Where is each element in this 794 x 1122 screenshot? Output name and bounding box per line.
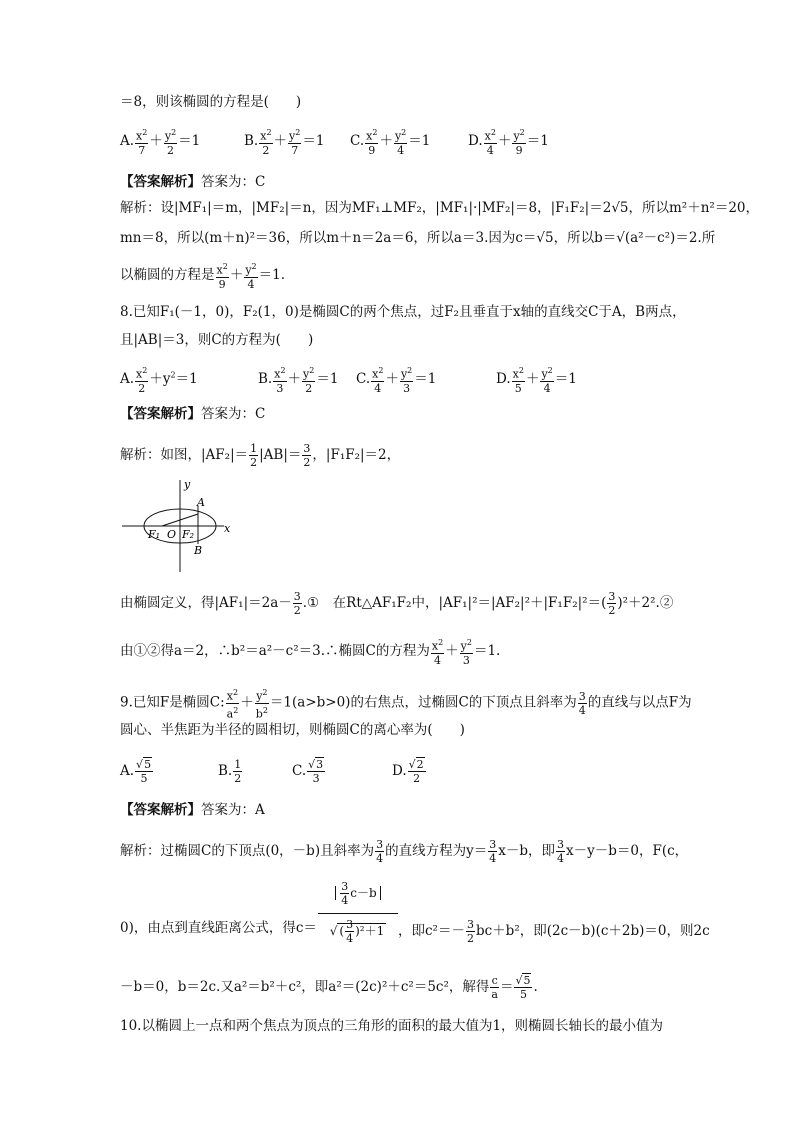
q8-answer: 【答案解析】答案为：C	[120, 406, 266, 422]
q8-option-c: C. $\frac{x^2}{4}$ ＋ $\frac{y^2}{3}$ ＝1	[356, 366, 437, 395]
answer-label: 【答案解析】	[120, 174, 201, 190]
q9-analysis-line2-cont: ，即c²＝－ $\frac{3}{2}$ bc＋b²，即(2c－b)(c＋2b)＝0，则2c	[398, 918, 710, 945]
q9-answer: 【答案解析】答案为：A	[120, 802, 265, 818]
label-o: O	[167, 528, 177, 541]
q9-option-b: B. $\frac{1}{2}$	[218, 758, 242, 785]
label-y: y	[184, 478, 191, 491]
q8-option-a: A. $\frac{x^2}{2}$ $+y^2=1$	[120, 366, 198, 395]
q8-stem-line2: 且|AB|＝3，则C的方程为( )	[120, 332, 314, 348]
distance-formula: $\frac{3}{4}$ c－b √ ( $\frac{3}{4}$ )²＋1	[318, 878, 398, 945]
label-f2: F₂	[182, 528, 195, 541]
q8-stem-line1: 8.已知F₁(－1，0)，F₂(1，0)是椭圆C的两个焦点，过F₂且垂直于x轴的直线交C于A，B两点，	[120, 304, 686, 320]
label-f1: F₁	[148, 528, 161, 541]
q8-option-b: B. $\frac{x^2}{3}$ ＋ $\frac{y^2}{2}$ ＝1	[258, 366, 339, 395]
q10-stem: 10.以椭圆上一点和两个焦点为顶点的三角形的面积的最大值为1，则椭圆长轴长的最小值为	[120, 1018, 664, 1034]
q9-option-a: A. $\frac{√5}{5}$	[120, 758, 152, 785]
answer-label: 【答案解析】	[120, 802, 201, 818]
q7-option-a: A. $\frac{x^2}{7}$ ＋ $\frac{y^2}{2}$ ＝1	[120, 128, 201, 157]
q7-option-d: D. $\frac{x^2}{4}$ ＋ $\frac{y^2}{9}$ ＝1	[468, 128, 549, 157]
q7-stem-tail: ＝8，则该椭圆的方程是( )	[120, 94, 302, 110]
label-b: B	[194, 544, 203, 557]
q9-option-d: D. $\frac{√2}{2}$	[392, 758, 424, 785]
label-a: A	[197, 496, 205, 509]
label-x: x	[224, 522, 231, 535]
q9-stem-line1: 9.已知F是椭圆C: $\frac{x^2}{a^2}$ ＋ $\frac{y^2}{b^2}$ ＝1(a>b>0)的右焦点，过椭圆C的下顶点且斜率为 $\frac{3}{4}$ 的直线与以点F为	[120, 688, 692, 721]
q7-analysis-line1: 解析：设|MF₁|＝m，|MF₂|＝n，因为MF₁⊥MF₂，|MF₁|·|MF₂|＝8，|F₁F₂|＝2√5，所以m²＋n²＝20，	[120, 200, 760, 216]
q7-option-b: B. $\frac{x^2}{2}$ ＋ $\frac{y^2}{7}$ ＝1	[244, 128, 325, 157]
q9-analysis-line1: 解析：过椭圆C的下顶点(0，－b)且斜率为 $\frac{3}{4}$ 的直线方程为y＝ $\frac{3}{4}$ x－b，即 $\frac{3}{4}$ x－y－b＝0，F(c，	[120, 838, 689, 865]
q9-stem-line2: 圆心、半焦距为半径的圆相切，则椭圆C的离心率为( )	[120, 722, 465, 738]
q8-analysis-line2: 由椭圆定义，得|AF₁|＝2a－ $\frac{3}{2}$ .① 在Rt△AF₁F₂中，|AF₁|²＝|AF₂|²＋|F₁F₂|²＝( $\frac{3}{2}$ )²＋2².②	[120, 590, 674, 617]
q9-analysis-line3: －b＝0，b＝2c.又a²＝b²＋c²，即a²＝(2c)²＋c²＝5c²，解得 $\frac{c}{a}$ ＝ $\frac{√5}{5}$ .	[120, 974, 538, 1001]
q9-option-c: C. $\frac{√3}{3}$	[292, 758, 324, 785]
q7-analysis-line3: 以椭圆的方程是 $\frac{x^2}{9}$ ＋ $\frac{y^2}{4}$ ＝1.	[120, 262, 286, 291]
answer-label: 【答案解析】	[120, 406, 201, 422]
q7-analysis-line2: mn＝8，所以(m＋n)²＝36，所以m＋n＝2a＝6，所以a＝3.因为c＝√5，所以b＝√(a²－c²)＝2.所	[120, 230, 716, 246]
q9-analysis-line2: 0)，由点到直线距离公式，得c＝	[120, 920, 317, 936]
ellipse-figure	[118, 476, 236, 574]
q8-analysis-line3: 由①②得a＝2，∴b²＝a²－c²＝3.∴椭圆C的方程为 $\frac{x^2}{4}$ ＋ $\frac{y^2}{3}$ ＝1.	[120, 638, 501, 667]
q8-analysis-line1: 解析：如图，|AF₂|＝ $\frac{1}{2}$ |AB|＝ $\frac{3}{2}$ ，|F₁F₂|＝2，	[120, 442, 401, 469]
q7-option-c: C. $\frac{x^2}{9}$ ＋ $\frac{y^2}{4}$ ＝1	[350, 128, 431, 157]
q8-option-d: D. $\frac{x^2}{5}$ ＋ $\frac{y^2}{4}$ ＝1	[496, 366, 577, 395]
q7-answer: 【答案解析】答案为：C	[120, 174, 266, 190]
